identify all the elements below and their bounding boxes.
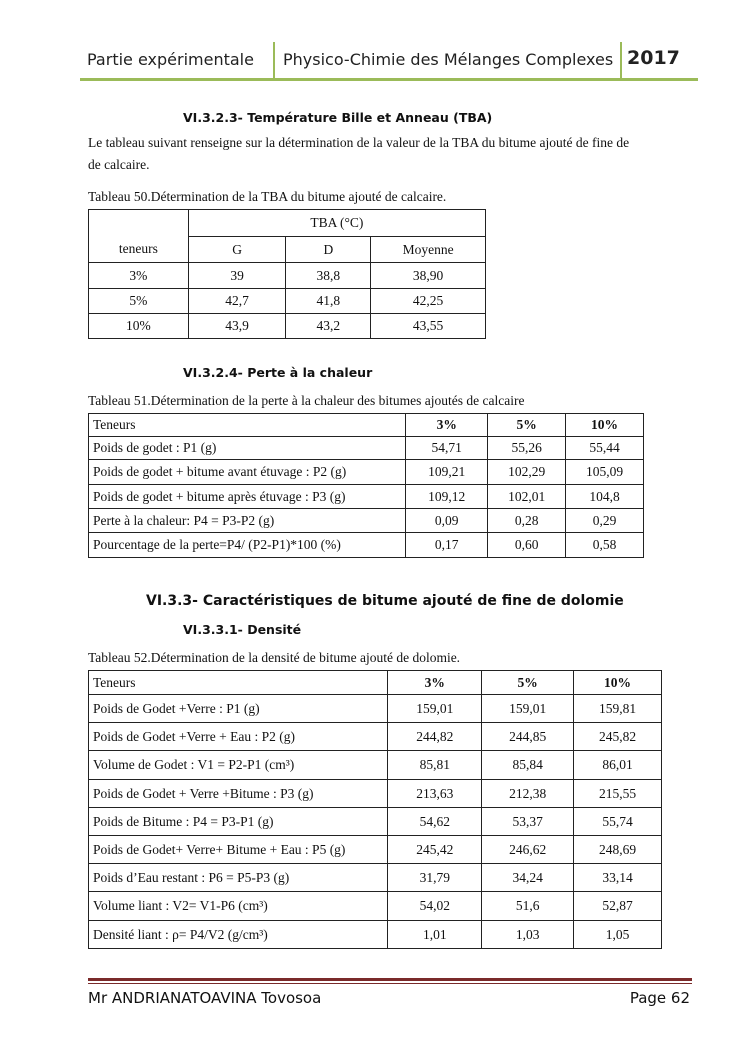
table-cell: 159,01: [482, 695, 574, 723]
paragraph-line: de calcaire.: [88, 157, 150, 172]
column-header: 3%: [388, 671, 482, 695]
table-cell: Volume liant : V2= V1-P6 (cm³): [89, 892, 388, 921]
table-cell: 245,82: [574, 723, 662, 751]
header-year: 2017: [627, 47, 680, 69]
table-row: [89, 695, 662, 723]
table-row: [89, 780, 662, 808]
table-cell: 0,58: [566, 533, 644, 558]
table-row: [89, 533, 644, 558]
section-heading-tba: VI.3.2.3- Température Bille et Anneau (TBA): [183, 110, 493, 125]
table-cell: 33,14: [574, 864, 662, 892]
page-header: [80, 42, 698, 80]
table-cell: 53,37: [482, 808, 574, 836]
table-cell: 52,87: [574, 892, 662, 921]
table-header-row: [89, 210, 486, 237]
column-header: 5%: [482, 671, 574, 695]
header-section-label: Partie expérimentale: [87, 50, 254, 69]
table-cell: 42,7: [188, 289, 286, 314]
table-row: [89, 723, 662, 751]
table-cell: 1,01: [388, 921, 482, 949]
table-cell: Poids de Godet +Verre + Eau : P2 (g): [89, 723, 388, 751]
table-51-perte-chaleur: [88, 413, 644, 558]
table-cell: 43,9: [188, 314, 286, 339]
table-cell: 5%: [89, 289, 189, 314]
table-row: [89, 921, 662, 949]
intro-paragraph: [88, 132, 688, 176]
header-divider: [620, 42, 622, 78]
table-cell: 105,09: [566, 460, 644, 485]
table-cell: 102,01: [488, 485, 566, 509]
table-cell: 245,42: [388, 836, 482, 864]
table-cell: 85,81: [388, 751, 482, 780]
table-cell: Volume de Godet : V1 = P2-P1 (cm³): [89, 751, 388, 780]
column-header: D: [286, 237, 371, 263]
table-row: [89, 263, 486, 289]
table-cell: 86,01: [574, 751, 662, 780]
table-cell: 42,25: [371, 289, 486, 314]
table-cell: 109,21: [406, 460, 488, 485]
table-cell: 51,6: [482, 892, 574, 921]
table-cell: 54,02: [388, 892, 482, 921]
table-cell: Poids de godet : P1 (g): [89, 437, 406, 460]
table-cell: 159,81: [574, 695, 662, 723]
table-cell: 0,17: [406, 533, 488, 558]
table-cell: 34,24: [482, 864, 574, 892]
table-cell: 248,69: [574, 836, 662, 864]
subsection-heading-densite: VI.3.3.1- Densité: [183, 622, 302, 637]
table-cell: [89, 210, 189, 237]
table-cell: 54,71: [406, 437, 488, 460]
table-52-caption: Tableau 52.Détermination de la densité de bitume ajouté de dolomie.: [88, 650, 461, 665]
table-cell: 55,26: [488, 437, 566, 460]
table-cell: 0,09: [406, 509, 488, 533]
table-header-row: [89, 671, 662, 695]
footer-page-number: Page 62: [629, 989, 690, 1007]
table-cell: 41,8: [286, 289, 371, 314]
table-cell: Poids de Bitume : P4 = P3-P1 (g): [89, 808, 388, 836]
table-cell: 244,85: [482, 723, 574, 751]
table-50-caption: Tableau 50.Détermination de la TBA du bitume ajouté de calcaire.: [88, 189, 447, 204]
column-header: Teneurs: [89, 671, 388, 695]
footer-rule: [88, 983, 692, 984]
table-cell: 213,63: [388, 780, 482, 808]
table-cell: 55,44: [566, 437, 644, 460]
table-cell: 104,8: [566, 485, 644, 509]
table-cell: 215,55: [574, 780, 662, 808]
table-cell: Poids de godet + bitume après étuvage : P3 (g): [89, 485, 406, 509]
footer-rule: [88, 978, 692, 981]
table-cell: 0,28: [488, 509, 566, 533]
table-cell: 38,90: [371, 263, 486, 289]
column-header: Moyenne: [371, 237, 486, 263]
header-document-title: Physico-Chimie des Mélanges Complexes: [283, 50, 614, 69]
table-header-row: [89, 237, 486, 263]
table-cell: 31,79: [388, 864, 482, 892]
table-cell: 0,29: [566, 509, 644, 533]
column-header: G: [188, 237, 286, 263]
table-cell: 246,62: [482, 836, 574, 864]
table-cell: 43,55: [371, 314, 486, 339]
table-cell: Pourcentage de la perte=P4/ (P2-P1)*100 (%): [89, 533, 406, 558]
table-cell: 10%: [89, 314, 189, 339]
table-cell: 159,01: [388, 695, 482, 723]
table-cell: Poids de Godet + Verre +Bitume : P3 (g): [89, 780, 388, 808]
table-row: [89, 485, 644, 509]
table-cell: 109,12: [406, 485, 488, 509]
column-header: Teneurs: [89, 414, 406, 437]
column-header: 3%: [406, 414, 488, 437]
table-cell: 54,62: [388, 808, 482, 836]
table-row: [89, 808, 662, 836]
table-50-tba: [88, 209, 486, 339]
table-row: [89, 437, 644, 460]
table-52-densite: [88, 670, 662, 949]
table-row: [89, 836, 662, 864]
table-cell: 212,38: [482, 780, 574, 808]
table-cell: 1,03: [482, 921, 574, 949]
table-cell: Poids de godet + bitume avant étuvage : P2 (g): [89, 460, 406, 485]
table-cell: 39: [188, 263, 286, 289]
table-51-caption: Tableau 51.Détermination de la perte à la chaleur des bitumes ajoutés de calcaire: [88, 393, 525, 408]
table-row: [89, 751, 662, 780]
column-header: 5%: [488, 414, 566, 437]
table-row: [89, 289, 486, 314]
table-cell: 85,84: [482, 751, 574, 780]
table-row: [89, 864, 662, 892]
column-header: 10%: [574, 671, 662, 695]
section-heading-dolomie: VI.3.3- Caractéristiques de bitume ajouté de fine de dolomie: [146, 593, 624, 609]
table-cell: Poids de Godet +Verre : P1 (g): [89, 695, 388, 723]
section-heading-perte: VI.3.2.4- Perte à la chaleur: [183, 365, 373, 380]
column-header: teneurs: [89, 237, 189, 263]
table-cell: 244,82: [388, 723, 482, 751]
table-cell: 38,8: [286, 263, 371, 289]
header-rule: [80, 78, 698, 81]
table-cell: 1,05: [574, 921, 662, 949]
table-cell: Poids d’Eau restant : P6 = P5-P3 (g): [89, 864, 388, 892]
table-group-header: TBA (°C): [188, 210, 485, 237]
header-divider: [273, 42, 275, 78]
paragraph-line: Le tableau suivant renseigne sur la détermination de la valeur de la TBA du bitume ajouté de fine de: [88, 135, 630, 150]
table-cell: 43,2: [286, 314, 371, 339]
table-cell: 0,60: [488, 533, 566, 558]
table-header-row: [89, 414, 644, 437]
footer-author: Mr ANDRIANATOAVINA Tovosoa: [88, 989, 322, 1007]
table-row: [89, 314, 486, 339]
table-cell: 3%: [89, 263, 189, 289]
table-cell: Densité liant : ρ= P4/V2 (g/cm³): [89, 921, 388, 949]
table-cell: 102,29: [488, 460, 566, 485]
column-header: 10%: [566, 414, 644, 437]
table-cell: Poids de Godet+ Verre+ Bitume + Eau : P5 (g): [89, 836, 388, 864]
table-row: [89, 460, 644, 485]
table-cell: 55,74: [574, 808, 662, 836]
table-row: [89, 892, 662, 921]
table-row: [89, 509, 644, 533]
table-cell: Perte à la chaleur: P4 = P3-P2 (g): [89, 509, 406, 533]
